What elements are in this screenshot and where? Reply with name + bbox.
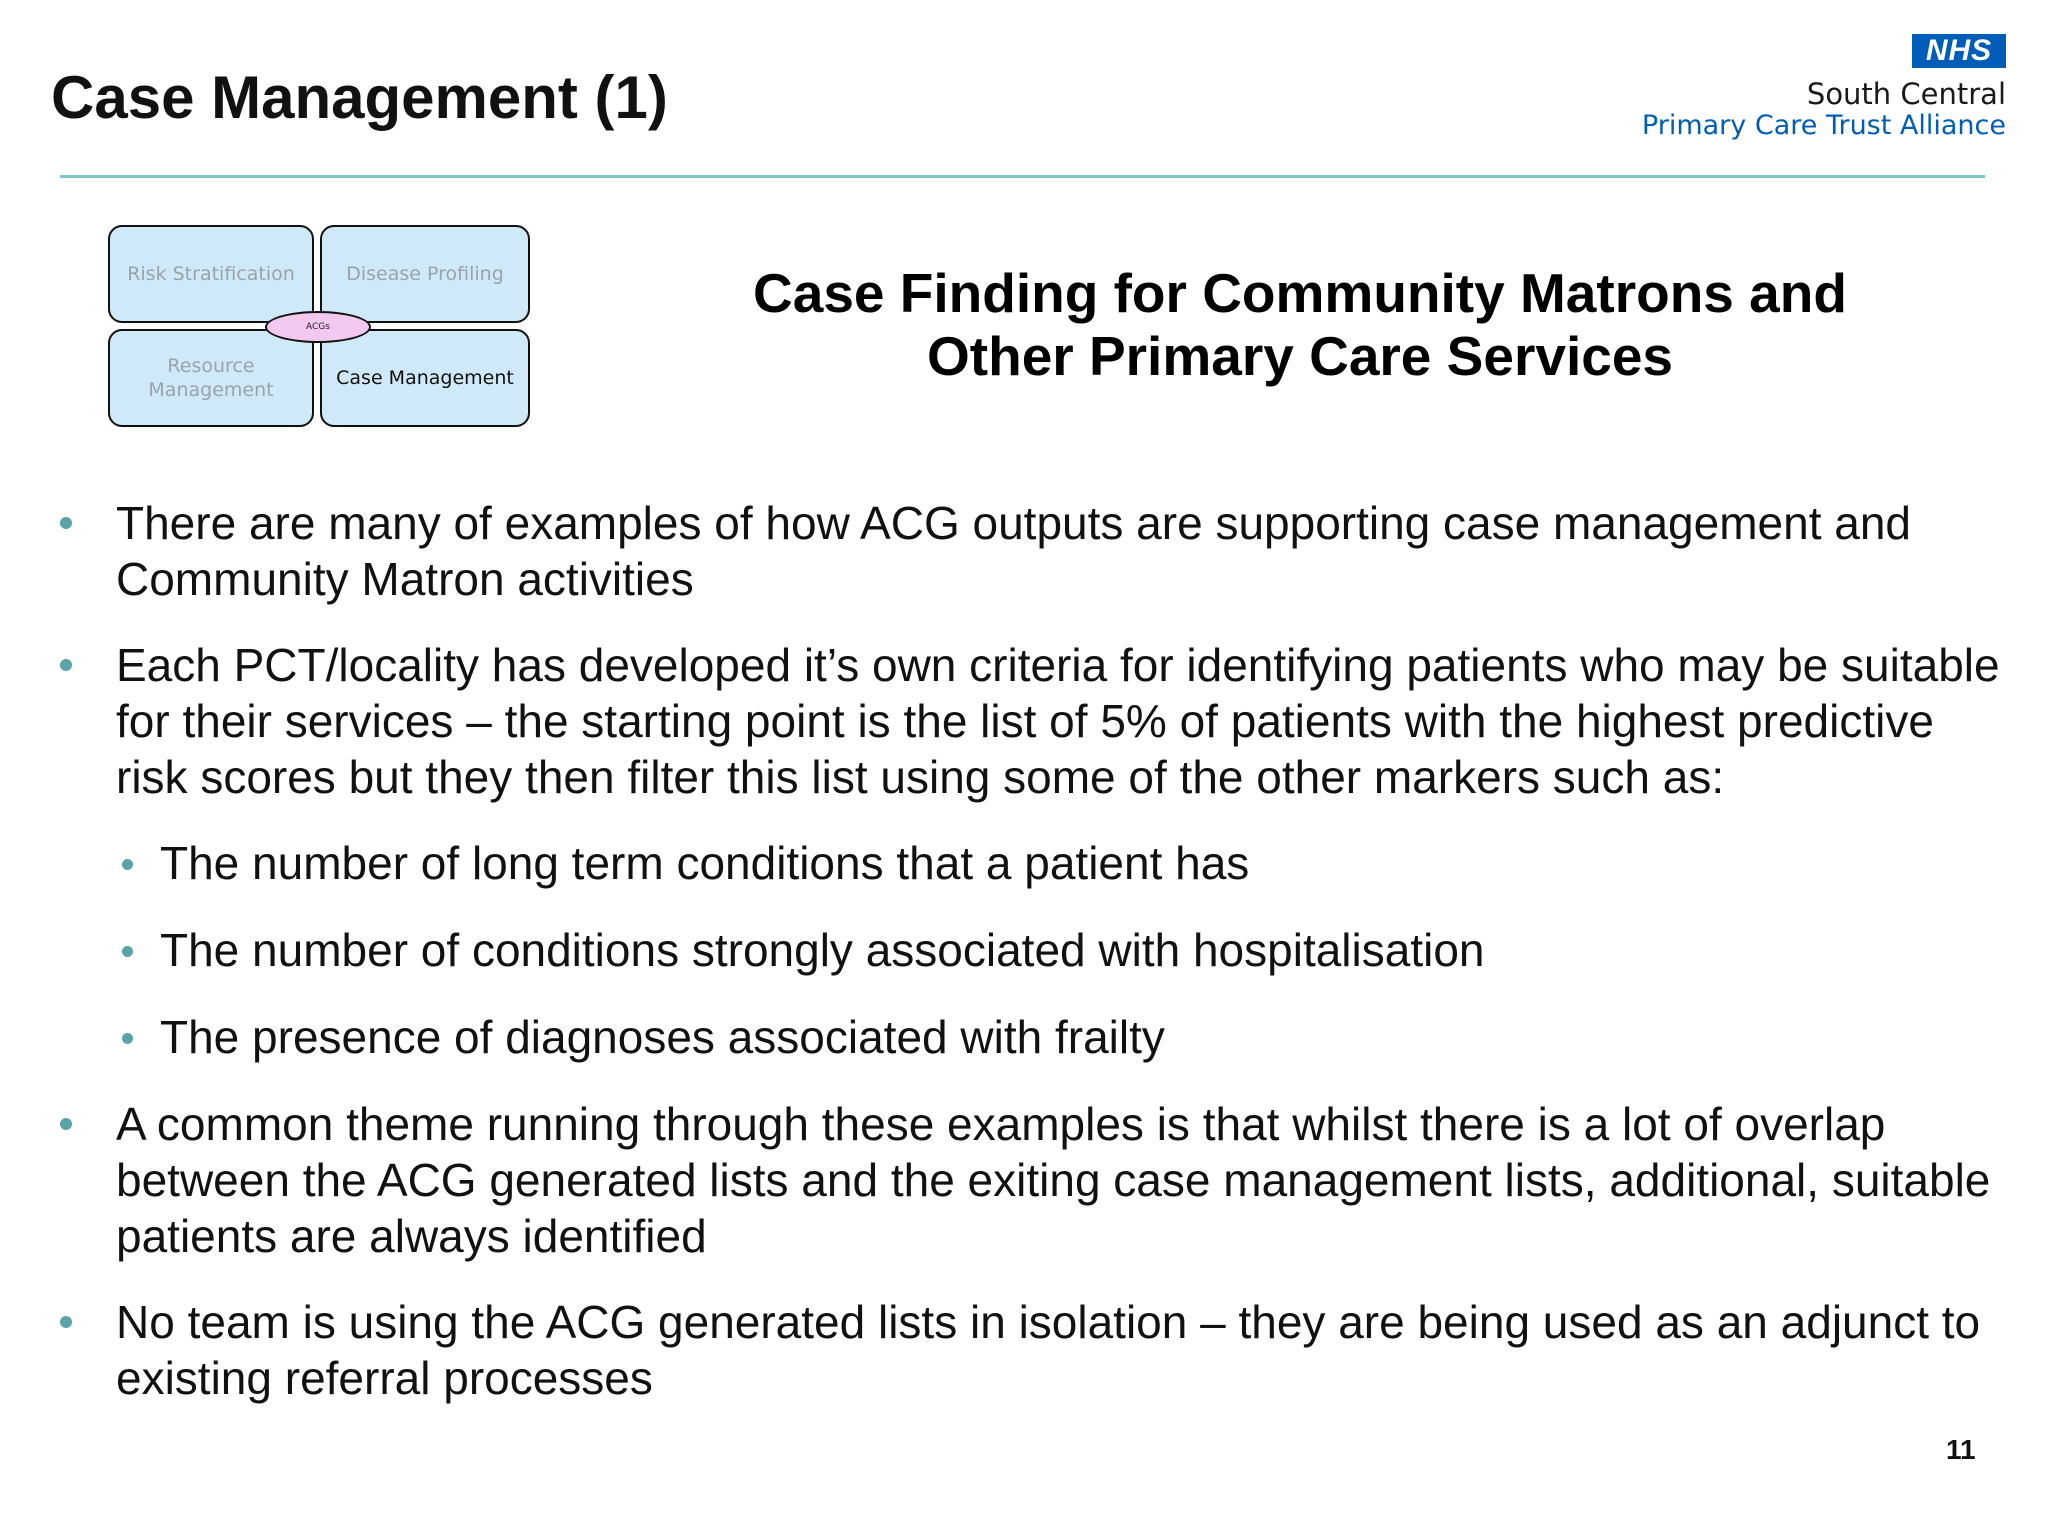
bullet-text: There are many of examples of how ACG outputs are supporting case management and Community Matron activities [116, 497, 1912, 605]
bullet-item [60, 637, 2010, 805]
acg-quadrant-diagram [108, 225, 530, 431]
slide-subtitle: Case Finding for Community Matrons and Other Primary Care Services [753, 262, 1847, 387]
bullet-text: The number of conditions strongly associated with hospitalisation [160, 924, 1485, 976]
quadrant-disease-profiling: Disease Profiling [320, 225, 530, 323]
organisation-subtitle: Primary Care Trust Alliance [1641, 110, 2006, 141]
bullet-dot-icon [60, 659, 72, 671]
organisation-name: South Central [1806, 77, 2006, 111]
sub-bullet-item [60, 922, 2010, 978]
bullet-item [60, 1096, 2010, 1264]
acg-center-oval: ACGs [265, 311, 371, 343]
bullet-text: Each PCT/locality has developed it’s own criteria for identifying patients who may be suitable for their services – the starting point is the list of 5% of patients with the highest predictive risk scores but they then filter this list using some of the other markers such as: [116, 639, 2000, 803]
header-divider [60, 175, 1985, 178]
bullet-dot-icon [60, 1316, 72, 1328]
bullet-dot-icon [122, 1033, 133, 1044]
quadrant-risk-stratification: Risk Stratification [108, 225, 314, 323]
bullet-list [60, 495, 2010, 1436]
slide-title: Case Management (1) [51, 64, 668, 131]
nhs-logo [1506, 34, 2006, 144]
bullet-dot-icon [122, 859, 133, 870]
bullet-text: The presence of diagnoses associated with frailty [160, 1011, 1165, 1063]
quadrant-resource-management: Resource Management [108, 329, 314, 427]
sub-bullet-item [60, 1009, 2010, 1065]
quadrant-case-management: Case Management [320, 329, 530, 427]
page-number: 11 [1946, 1434, 1976, 1465]
bullet-dot-icon [60, 1118, 72, 1130]
nhs-badge: NHS [1912, 34, 2006, 68]
bullet-text: No team is using the ACG generated lists in isolation – they are being used as an adjunct to existing referral processes [116, 1296, 1981, 1404]
bullet-dot-icon [122, 946, 133, 957]
bullet-text: A common theme running through these examples is that whilst there is a lot of overlap between the ACG generated lists and the exiting case management lists, additional, suitable patients are always identified [116, 1098, 1991, 1262]
sub-bullet-item [60, 835, 2010, 891]
bullet-item [60, 495, 2010, 607]
bullet-text: The number of long term conditions that a patient has [160, 837, 1250, 889]
bullet-dot-icon [60, 517, 72, 529]
bullet-item [60, 1294, 2010, 1406]
